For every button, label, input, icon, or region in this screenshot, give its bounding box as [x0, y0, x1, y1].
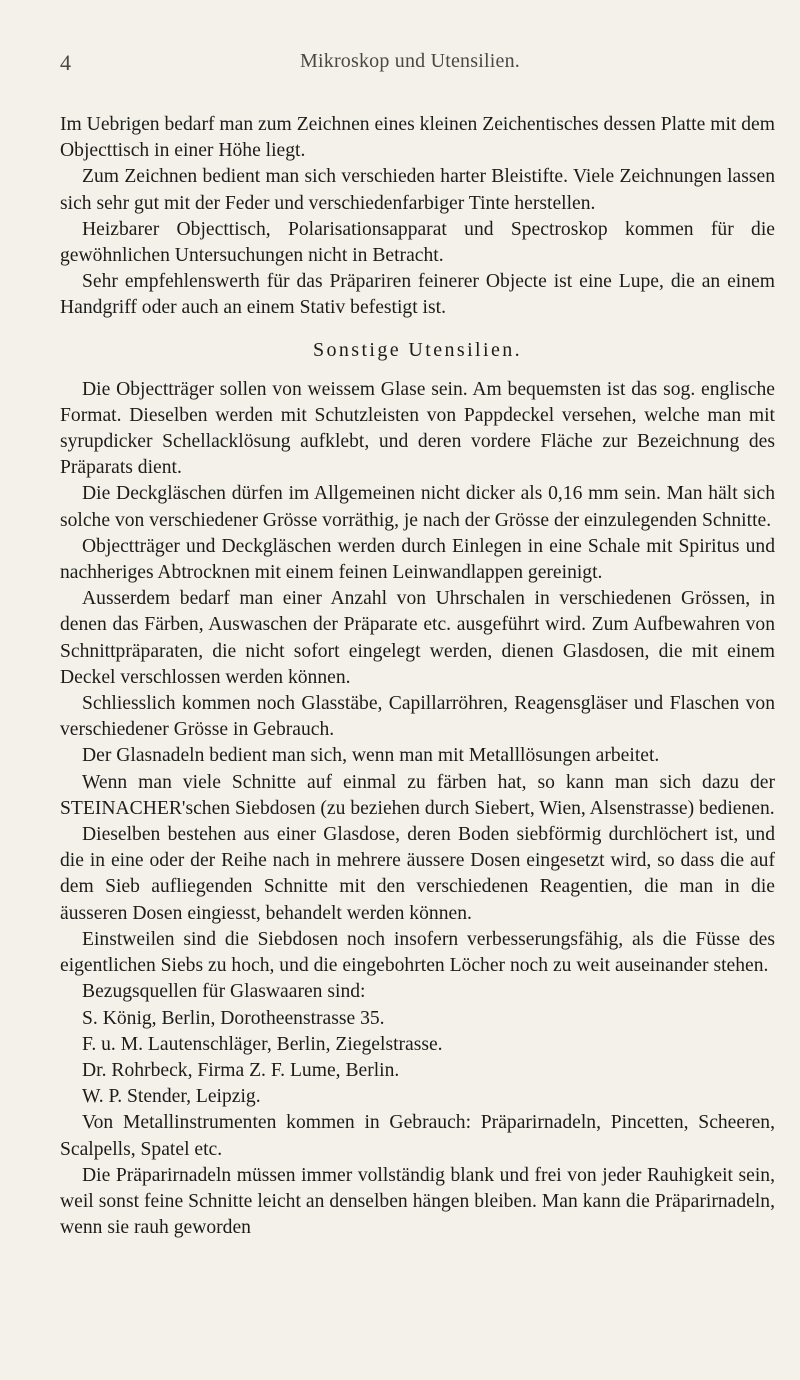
paragraph: Zum Zeichnen bedient man sich verschieden harter Bleistifte. Viele Zeichnungen lassen sich sehr gut mit der Feder und verschiedenfarbiger Tinte herstellen.	[60, 166, 775, 214]
paragraph: Schliesslich kommen noch Glasstäbe, Capillarröhren, Reagensgläser und Flaschen von verschiedener Grösse in Gebrauch.	[60, 693, 775, 741]
supplier-list-intro: Bezugsquellen für Glaswaaren sind:	[82, 981, 366, 1003]
paragraph: Der Glasnadeln bedient man sich, wenn man mit Metalllösungen arbeitet.	[82, 745, 660, 767]
supplier-item: Dr. Rohrbeck, Firma Z. F. Lume, Berlin.	[82, 1059, 400, 1081]
supplier-item: S. König, Berlin, Dorotheenstrasse 35.	[82, 1007, 385, 1029]
section-heading: Sonstige Utensilien.	[312, 338, 523, 361]
paragraph: Im Uebrigen bedarf man zum Zeichnen eines kleinen Zeichentisches dessen Platte mit dem Objecttisch in einer Höhe liegt.	[60, 114, 775, 162]
paragraph: Die Deckgläschen dürfen im Allgemeinen nicht dicker als 0,16 mm sein. Man hält sich solche von verschiedener Grösse vorräthig, je nach der Grösse der einzulegenden Schnitte.	[60, 483, 775, 531]
supplier-item: F. u. M. Lautenschläger, Berlin, Ziegelstrasse.	[82, 1033, 443, 1055]
paragraph: Die Präparirnadeln müssen immer vollständig blank und frei von jeder Rauhigkeit sein, weil sonst feine Schnitte leicht an denselben hängen bleiben. Man kann die Präparirnadeln, wenn sie rauh geworden	[60, 1164, 775, 1239]
supplier-item: W. P. Stender, Leipzig.	[82, 1086, 261, 1108]
supplier-list	[60, 979, 775, 1110]
running-title: Mikroskop und Utensilien.	[300, 50, 520, 72]
paragraph: Heizbarer Objecttisch, Polarisationsapparat und Spectroskop kommen für die gewöhnlichen Untersuchungen nicht in Betracht.	[60, 218, 775, 267]
page-header	[60, 50, 760, 84]
paragraph: Die Objectträger sollen von weissem Glase sein. Am bequemsten ist das sog. englische Format. Dieselben werden mit Schutzleisten von Pappdeckel versehen, welche man mit syrupdicker Schellacklösung aufklebt, und deren vordere Fläche zur Bezeichnung des Präparats dient.	[60, 378, 775, 479]
paragraph: Von Metallinstrumenten kommen in Gebrauch: Präparirnadeln, Pincetten, Scheeren, Scalpells, Spatel etc.	[60, 1112, 775, 1160]
page-number: 4	[60, 50, 71, 75]
paragraph: Dieselben bestehen aus einer Glasdose, deren Boden siebförmig durchlöchert ist, und die in eine oder der Reihe nach in mehrere äussere Dosen eingesetzt wird, so dass die auf dem Sieb aufliegenden Schnitte mit den verschiedenen Reagentien, die man in die äusseren Dosen eingiesst, behandelt werden können.	[60, 824, 775, 924]
paragraph: Ausserdem bedarf man einer Anzahl von Uhrschalen in verschiedenen Grössen, in denen das Färben, Auswaschen der Präparate etc. ausgeführt wird. Zum Aufbewahren von Schnittpräparaten, die nicht sofort eingelegt werden, dienen Glasdosen, die mit einem Deckel verschlossen werden können.	[60, 588, 775, 688]
paragraph: Sehr empfehlenswerth für das Präpariren feinerer Objecte ist eine Lupe, die an einem Handgriff oder auch an einem Stativ befestigt ist.	[60, 271, 775, 319]
paragraph: Einstweilen sind die Siebdosen noch insofern verbesserungsfähig, als die Füsse des eigentlichen Siebs zu hoch, und die eingebohrten Löcher noch zu weit auseinander stehen.	[60, 928, 775, 977]
body-text	[60, 112, 775, 1241]
paragraph: Wenn man viele Schnitte auf einmal zu färben hat, so kann man sich dazu der STEINACHER'schen Siebdosen (zu beziehen durch Siebert, Wien, Alsenstrasse) bedienen.	[60, 771, 775, 819]
paragraph: Objectträger und Deckgläschen werden durch Einlegen in eine Schale mit Spiritus und nachheriges Abtrocknen mit einem feinen Leinwandlappen gereinigt.	[60, 535, 775, 584]
